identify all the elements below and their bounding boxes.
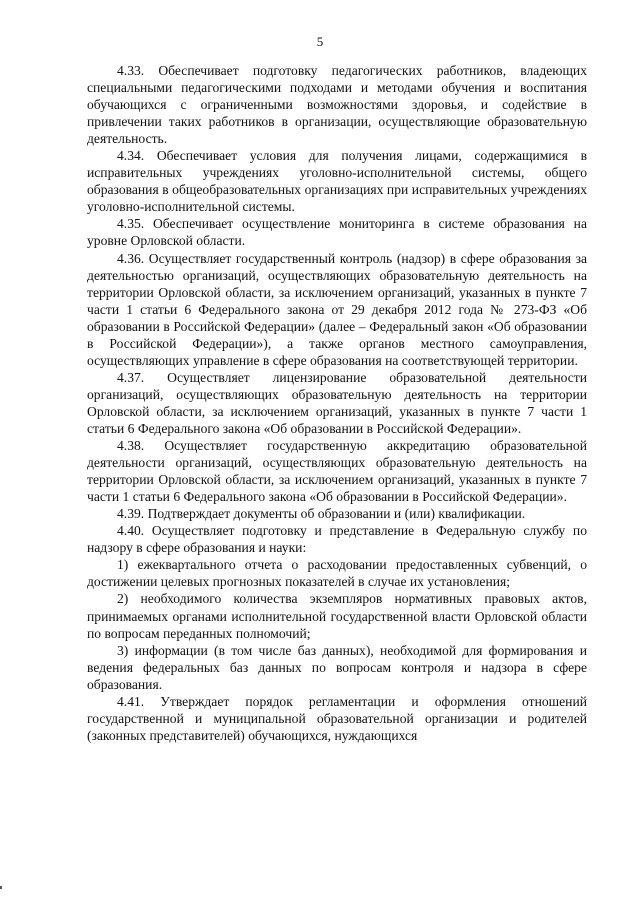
paragraph-4-38: 4.38. Осуществляет государственную аккредитацию образовательной деятельности организаций, осуществляющих образовательную деятельность на территории Орловской области, за исключением организаций, указанных в пункте 7 части 1 статьи 6 Федерального закона «Об образовании в Российской Федерации». [87, 438, 587, 505]
list-item-3: 3) информации (в том числе баз данных), необходимой для формирования и ведения федеральных баз данных по вопросам контроля и надзора в сфере образования. [87, 642, 587, 692]
page-number: 5 [316, 34, 324, 49]
list-item-1: 1) ежеквартального отчета о расходовании предоставленных субвенций, о достижении целевых прогнозных показателей в случае их установления; [87, 557, 587, 590]
paragraph-4-35: 4.35. Обеспечивает осуществление мониторинга в системе образования на уровне Орловской области. [87, 216, 587, 249]
paragraph-4-36: 4.36. Осуществляет государственный контроль (надзор) в сфере образования за деятельностью организаций, осуществляющих образовательную деятельность на территории Орловской области, за исключением организаций, указанных в пункте 7 части 1 статьи 6 Федерального закона от 29 декабря 2012 года № 273-ФЗ «Об образовании в Российской Федерации» (далее – Федеральный закон «Об образовании в Российской Федерации»), а также органов местного самоуправления, осуществляющих управление в сфере образования на соответствующей территории. [87, 250, 587, 368]
document-body [87, 62, 587, 744]
paragraph-4-33: 4.33. Обеспечивает подготовку педагогических работников, владеющих специальными педагогическими подходами и методами обучения и воспитания обучающихся с ограниченными возможностями здоровья, и содействие в привлечении таких работников в организации, осуществляющие образовательную деятельность. [87, 63, 587, 147]
paragraph-4-37: 4.37. Осуществляет лицензирование образовательной деятельности организаций, осуществляющих образовательную деятельность на территории Орловской области, за исключением организаций, указанных в пункте 7 части 1 статьи 6 Федерального закона «Об образовании в Российской Федерации». [87, 369, 587, 436]
paragraph-4-40: 4.40. Осуществляет подготовку и представление в Федеральную службу по надзору в сфере образования и науки: [87, 523, 587, 556]
paragraph-4-34: 4.34. Обеспечивает условия для получения лицами, содержащимися в исправительных учреждениях уголовно-исполнительной системы, общего образования в общеобразовательных организациях при исправительных учреждениях уголовно-исполнительной системы. [87, 148, 587, 215]
list-item-2: 2) необходимого количества экземпляров нормативных правовых актов, принимаемых органами исполнительной государственной власти Орловской области по вопросам переданных полномочий; [87, 591, 587, 641]
paragraph-4-39: 4.39. Подтверждает документы об образовании и (или) квалификации. [117, 506, 526, 522]
scan-artifact [0, 886, 2, 889]
paragraph-4-41: 4.41. Утверждает порядок регламентации и оформления отношений государственной и муниципальной образовательной организации и родителей (законных представителей) обучающихся, нуждающихся [87, 693, 587, 743]
